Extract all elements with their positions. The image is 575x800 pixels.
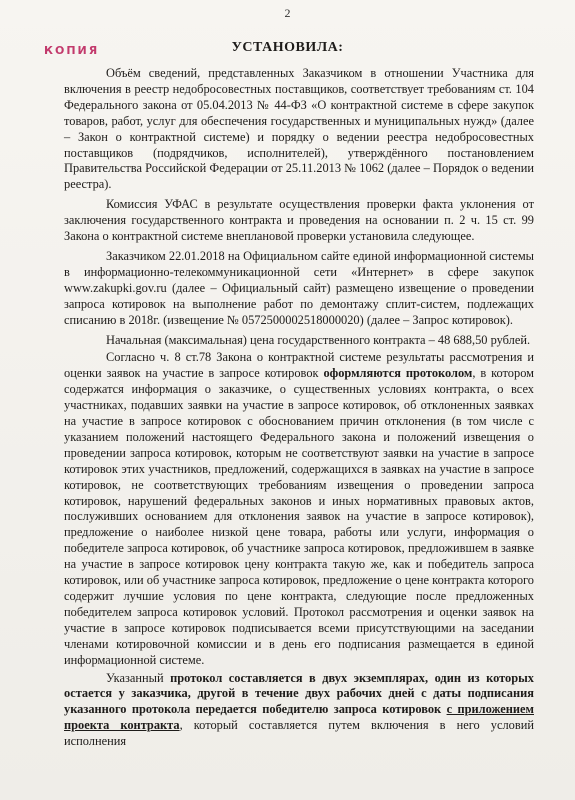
paragraph-protocol-copies xyxy=(64,671,534,751)
section-heading: УСТАНОВИЛА: xyxy=(231,40,344,55)
copies-underlined-emphasis: с приложением проекта контракта xyxy=(64,702,534,733)
paragraph-initial-price: Начальная (максимальная) цена государственного контракта – 48 688,50 рублей. xyxy=(106,332,531,347)
page-number: 2 xyxy=(284,6,291,20)
copies-text-end: , который составляется путем включения в него условий исполнения xyxy=(64,718,534,749)
paragraph-protocol-requirements xyxy=(64,350,534,668)
copy-stamp: КОПИЯ xyxy=(44,44,100,57)
protocol-text-rest: , в котором содержатся информация о заказчике, о существенных условиях контракта, о всех участниках, подавших заявки на участие в запросе котировок, об отклоненных заявках на участие в запросе котировок с обоснованием причин отклонения (в том числе с указанием положений настоящего Федерального закона и положений извещения о проведении запроса котировок, которым не соответствуют заявки на участие в запросе котировок этих участников, предложений, содержащихся в заявках на участие в запросе котировок, не соответствующих требованиям извещения о проведении запроса котировок, нарушений федеральных законов и иных нормативных правовых актов, послуживших основанием для отклонения заявок на участие в запросе котировок), предложение о наиболее низкой цене товара, работы или услуги, информация о победителе запроса котировок, об участнике запроса котировок, предложившем в заявке на участие в запросе котировок цену контракта такую же, как и победитель запроса котировок, или об участнике запроса котировок, предложение о цене контракта которого содержит лучшие условия по цене контракта, следующие после предложенных победителем запроса котировок условий. Протокол рассмотрения и оценки заявок на участие в запросе котировок подписывается всеми присутствующими на заседании членами котировочной комиссии и в день его подписания размещается в единой информационной системе. xyxy=(64,366,534,667)
copies-emphasis: протокол составляется в двух экземплярах, один из которых остается у заказчика, другой в течение двух рабочих дней с даты подписания указанного протокола передается победителю запроса котировок xyxy=(64,670,534,717)
copies-text-start: Указанный xyxy=(106,670,171,685)
protocol-text-start: Согласно ч. 8 ст.78 Закона о контрактной системе результаты рассмотрения и оценки заявок на участие в запросе котировок xyxy=(64,350,534,381)
paragraph-notice: Заказчиком 22.01.2018 на Официальном сайте единой информационной системы в информационно-телекоммуникационной сети «Интернет» в сфере закупок www.zakupki.gov.ru (далее – Официальный сайт) размещено извещение о проведении запроса котировок на выполнение работ по демонтажу сплит-систем, подлежащих списанию в 2018г. (извещение № 0572500002518000020) (далее – Запрос котировок). xyxy=(64,248,534,327)
paragraph-commission-check: Комиссия УФАС в результате осуществления проверки факта уклонения от заключения государственного контракта и проведения на основании п. 2 ч. 15 ст. 99 Закона о контрактной системе внеплановой проверки установила следующее. xyxy=(64,197,534,244)
paragraph-registry-info: Объём сведений, представленных Заказчиком в отношении Участника для включения в реестр недобросовестных поставщиков, соответствует требованиям ст. 104 Федерального закона от 05.04.2013 № 44-ФЗ «О контрактной системе в сфере закупок товаров, работ, услуг для обеспечения государственных и муниципальных нужд» (далее – Закон о контрактной системе) и порядку о ведении реестра недобросовестных поставщиков (подрядчиков, исполнителей), утверждённого постановлением Правительства Российской Федерации от 25.11.2013 № 1062 (далее – Порядок о ведении реестра). xyxy=(64,66,534,192)
document-body xyxy=(64,66,534,754)
protocol-emphasis: оформляются протоколом xyxy=(323,366,473,381)
